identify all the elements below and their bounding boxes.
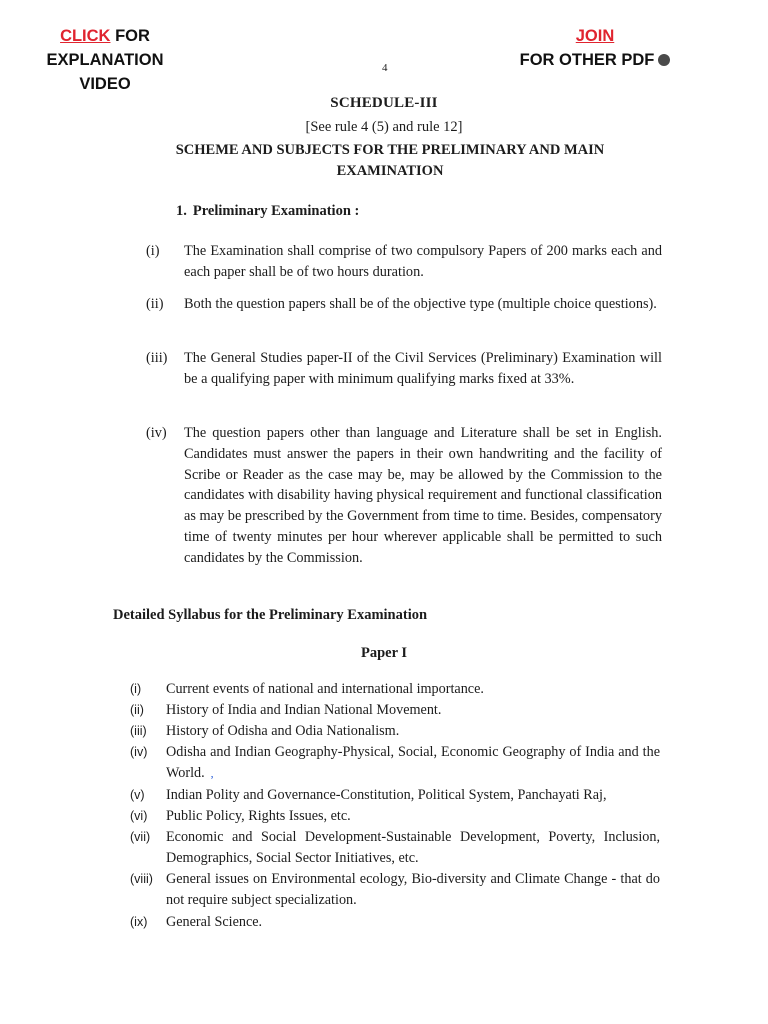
join-pdf-banner[interactable] bbox=[500, 24, 690, 72]
rule-reference: [See rule 4 (5) and rule 12] bbox=[305, 119, 463, 135]
syllabus-number: (i) bbox=[130, 682, 142, 696]
paragraph-item bbox=[146, 294, 662, 315]
syllabus-text: General Science. bbox=[166, 914, 263, 930]
banner-explanation-text: EXPLANATION bbox=[46, 51, 164, 69]
syllabus-number: (iv) bbox=[130, 745, 148, 759]
paper-title: Paper I bbox=[360, 645, 408, 661]
click-link[interactable]: CLICK bbox=[60, 27, 111, 45]
detailed-syllabus-heading: Detailed Syllabus for the Preliminary Examination bbox=[113, 607, 428, 623]
paragraph-text: The Examination shall comprise of two compulsory Papers of 200 marks each and each paper shall be of two hours duration. bbox=[184, 243, 662, 280]
section-title: Preliminary Examination : bbox=[192, 203, 360, 219]
paragraph-item bbox=[146, 348, 662, 390]
syllabus-number: (vii) bbox=[130, 830, 151, 844]
syllabus-item bbox=[130, 679, 660, 700]
paragraph-item bbox=[146, 423, 662, 569]
section-number: 1. bbox=[176, 203, 187, 219]
syllabus-item bbox=[130, 806, 660, 827]
banner-other-pdf-text: FOR OTHER PDF bbox=[519, 51, 655, 69]
syllabus-text: History of India and Indian National Movement. bbox=[166, 702, 442, 718]
join-link[interactable]: JOIN bbox=[575, 27, 615, 45]
syllabus-item bbox=[130, 912, 660, 933]
syllabus-text bbox=[166, 742, 660, 783]
syllabus-text: Indian Polity and Governance-Constitution, Political System, Panchayati Raj, bbox=[166, 787, 607, 803]
page-number: 4 bbox=[382, 62, 388, 74]
ink-mark-icon: , bbox=[210, 765, 214, 780]
explanation-video-banner[interactable] bbox=[0, 24, 210, 96]
paragraph-text: Both the question papers shall be of the objective type (multiple choice questions). bbox=[184, 296, 657, 312]
syllabus-number: (ii) bbox=[130, 703, 144, 717]
syllabus-text: History of Odisha and Odia Nationalism. bbox=[166, 723, 400, 739]
syllabus-number: (viii) bbox=[130, 872, 153, 886]
paragraph-text: The General Studies paper-II of the Civil Services (Preliminary) Examination will be a qualifying paper with minimum qualifying marks fixed at 33%. bbox=[184, 350, 662, 387]
syllabus-text: General issues on Environmental ecology, Bio-diversity and Climate Change - that do not require subject specialization. bbox=[166, 871, 660, 908]
paragraph-text: The question papers other than language and Literature shall be set in English. Candidates must answer the papers in their own handwriting and the facility of Scribe or Reader as the case may be, may be allowed by the Commission to the candidates with disability having physical requirement and functional classification as may be prescribed by the Government from time to time. Besides, compensatory time of twenty minutes per hour wherever applicable shall be permitted to such candidates by the Commission. bbox=[184, 425, 662, 566]
syllabus-number: (vi) bbox=[130, 809, 148, 823]
paragraph-number: (i) bbox=[146, 243, 160, 259]
syllabus-item bbox=[130, 721, 660, 742]
scheme-title: SCHEME AND SUBJECTS FOR THE PRELIMINARY AND MAIN EXAMINATION bbox=[175, 142, 605, 179]
section-heading bbox=[176, 203, 359, 220]
schedule-title: SCHEDULE-III bbox=[330, 95, 438, 111]
paragraph-item bbox=[146, 241, 662, 283]
record-dot-icon bbox=[658, 54, 670, 66]
banner-for-text: FOR bbox=[115, 27, 150, 45]
syllabus-text: Public Policy, Rights Issues, etc. bbox=[166, 808, 351, 824]
banner-video-text: VIDEO bbox=[79, 75, 131, 93]
syllabus-number: (ix) bbox=[130, 915, 148, 929]
syllabus-item bbox=[130, 869, 660, 910]
paragraph-number: (iv) bbox=[146, 425, 167, 441]
syllabus-number: (v) bbox=[130, 788, 145, 802]
syllabus-text: Economic and Social Development-Sustainable Development, Poverty, Inclusion, Demographics, Social Sector Initiatives, etc. bbox=[166, 829, 660, 866]
syllabus-text-content: Odisha and Indian Geography-Physical, Social, Economic Geography of India and the World. bbox=[166, 744, 660, 781]
syllabus-item bbox=[130, 827, 660, 868]
paragraph-number: (iii) bbox=[146, 350, 168, 366]
paragraph-number: (ii) bbox=[146, 296, 164, 312]
syllabus-item bbox=[130, 785, 660, 806]
syllabus-number: (iii) bbox=[130, 724, 147, 738]
syllabus-item bbox=[130, 742, 660, 783]
syllabus-item bbox=[130, 700, 660, 721]
syllabus-text: Current events of national and international importance. bbox=[166, 681, 484, 697]
